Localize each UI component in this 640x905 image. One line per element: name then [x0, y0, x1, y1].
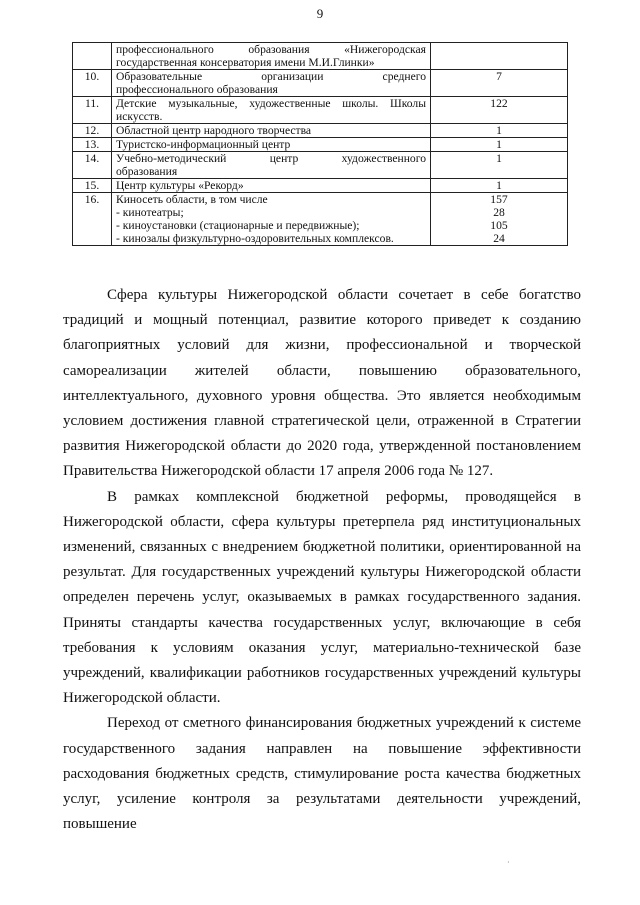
row-name-line: искусств. [116, 110, 163, 123]
row-name [112, 193, 431, 246]
row-number: 12. [73, 124, 112, 138]
paragraph-culture-sphere: Сфера культуры Нижегородской области сочетает в себе богатство традиций и мощный потенциал, развитие которого приведет к созданию благоприятных условий для жизни, профессиональной и творческой самореализации жителей области, повышению образовательного, интеллектуального, духовного уровня общества. Это является необходимым условием достижения главной стратегической цели, отраженной в Стратегии развития Нижегородской области до 2020 года, утвержденной постановлением Правительства Нижегородской области 17 апреля 2006 года № 127. [63, 287, 581, 480]
row-name-line: Учебно-методический центр художественного [116, 152, 426, 165]
row-name-line: образования [116, 165, 178, 178]
row-value-line: 1 [496, 138, 502, 151]
row-name [112, 43, 431, 70]
row-value [431, 124, 568, 138]
row-number: 11. [73, 97, 112, 124]
table-row [73, 152, 568, 179]
row-value [431, 179, 568, 193]
row-name-line: - кинозалы физкультурно-оздоровительных комплексов. [116, 232, 394, 245]
table-body [73, 43, 568, 246]
row-number: 16. [73, 193, 112, 246]
row-name [112, 138, 431, 152]
row-value [431, 152, 568, 179]
table-row [73, 43, 568, 70]
row-value-line: 1 [496, 152, 502, 165]
row-name [112, 70, 431, 97]
row-name-line: профессионального образования «Нижегородская [116, 43, 426, 56]
table-row [73, 138, 568, 152]
table-row [73, 124, 568, 138]
row-value-line: 7 [496, 70, 502, 83]
row-name-line: - кинотеатры; [116, 206, 184, 219]
row-name-line: Образовательные организации среднего [116, 70, 426, 83]
row-name [112, 124, 431, 138]
paragraph-budget-reform: В рамках комплексной бюджетной реформы, проводящейся в Нижегородской области, сфера культуры претерпела ряд институциональных изменений, связанных с внедрением бюджетной политики, ориентированной на результат. Для государственных учреждений культуры Нижегородской области определен перечень услуг, оказываемых в рамках государственного задания. Приняты стандарты качества государственных услуг, включающие в себя требования к условиям оказания услуг, материально-технической базе учреждений, квалификации работников государственных учреждений культуры Нижегородской области. [63, 488, 581, 707]
row-name-line: Областной центр народного творчества [116, 124, 312, 137]
row-value-line: 24 [493, 232, 505, 245]
row-number: 13. [73, 138, 112, 152]
row-value-line [435, 43, 563, 56]
row-value [431, 43, 568, 70]
row-name-line: Центр культуры «Рекорд» [116, 179, 244, 192]
row-value-line: 1 [496, 179, 502, 192]
row-name [112, 179, 431, 193]
body-text [63, 283, 581, 837]
table-row [73, 193, 568, 246]
table-row [73, 179, 568, 193]
row-name [112, 152, 431, 179]
row-number: 15. [73, 179, 112, 193]
row-value-line: 28 [493, 206, 505, 219]
row-name-line: Киносеть области, в том числе [116, 193, 268, 206]
row-value [431, 97, 568, 124]
institutions-table [72, 42, 568, 246]
row-value [431, 193, 568, 246]
row-number [73, 43, 112, 70]
row-name-line: Детские музыкальные, художественные школы. Школы [116, 97, 426, 110]
page-number: 9 [316, 6, 324, 21]
row-name-line: государственная консерватория имени М.И.Глинки» [116, 56, 375, 69]
paragraph-financing-transition: Переход от сметного финансирования бюджетных учреждений к системе государственного задания направлен на повышение эффективности расходования бюджетных средств, стимулирование роста качества бюджетных услуг, усиление контроля за результатами деятельности учреждений, повышение [63, 715, 581, 833]
row-value-line: 105 [490, 219, 508, 232]
row-name-line: Туристско-информационный центр [116, 138, 291, 151]
row-number: 10. [73, 70, 112, 97]
table-row [73, 97, 568, 124]
row-value [431, 138, 568, 152]
scan-mark: · [507, 858, 510, 867]
row-name-line: профессионального образования [116, 83, 278, 96]
row-value [431, 70, 568, 97]
row-name [112, 97, 431, 124]
table-row [73, 70, 568, 97]
row-number: 14. [73, 152, 112, 179]
row-value-line: 122 [490, 97, 508, 110]
row-name-line: - киноустановки (стационарные и передвижные); [116, 219, 360, 232]
row-value-line: 1 [496, 124, 502, 137]
row-value-line: 157 [490, 193, 508, 206]
